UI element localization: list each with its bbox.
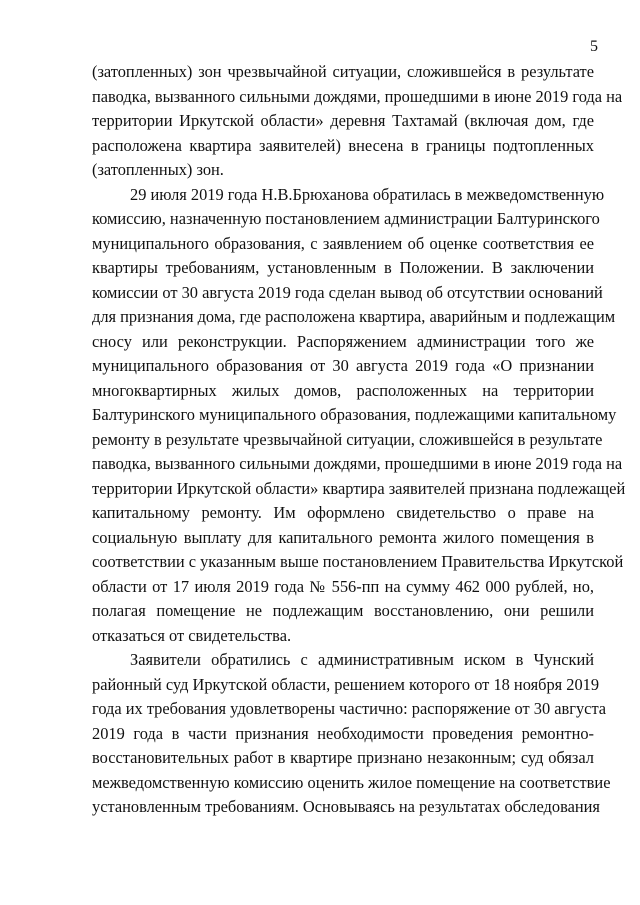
text-line: Заявители обратились с административным иском в Чунский bbox=[130, 650, 594, 669]
text-line: многоквартирных жилых домов, расположенных на территории bbox=[92, 380, 594, 400]
text-line: восстановительных работ в квартире признано незаконным; суд обязал bbox=[92, 748, 594, 767]
text-line: года их требования удовлетворены частично: распоряжение от 30 августа bbox=[92, 699, 607, 718]
text-line: капитальному ремонту. Им оформлено свидетельство о праве на bbox=[92, 503, 594, 522]
text-line: территории Иркутской области» квартира заявителей признана подлежащей bbox=[92, 478, 626, 498]
text-line: комиссии от 30 августа 2019 года сделан вывод об отсутствии оснований bbox=[92, 282, 603, 302]
document-body bbox=[92, 60, 626, 820]
text-line: квартиры требованиям, установленным в Положении. В заключении bbox=[92, 258, 594, 277]
text-line: для признания дома, где расположена квартира, аварийным и подлежащим bbox=[92, 307, 616, 326]
text-line: паводка, вызванного сильными дождями, прошедшими в июне 2019 года на bbox=[92, 86, 623, 106]
text-line: социальную выплату для капитального ремонта жилого помещения в bbox=[92, 527, 594, 547]
text-line: расположена квартира заявителей) внесена в границы подтопленных bbox=[92, 135, 594, 155]
text-line: ремонту в результате чрезвычайной ситуации, сложившейся в результате bbox=[92, 429, 603, 449]
text-line: муниципального образования, с заявлением об оценке соответствия ее bbox=[92, 233, 594, 253]
text-line: паводка, вызванного сильными дождями, прошедшими в июне 2019 года на bbox=[92, 454, 623, 473]
text-line: соответствии с указанным выше постановлением Правительства Иркутской bbox=[92, 552, 624, 571]
text-line: (затопленных) зон. bbox=[92, 160, 224, 179]
text-line: установленным требованиям. Основываясь на результатах обследования bbox=[92, 797, 600, 816]
paragraph bbox=[92, 60, 623, 183]
text-line: муниципального образования от 30 августа 2019 года «О признании bbox=[92, 356, 594, 375]
text-line: сносу или реконструкции. Распоряжением администрации того же bbox=[92, 331, 594, 351]
text-line: Балтуринского муниципального образования, подлежащими капитальному bbox=[92, 405, 617, 424]
text-line: полагая помещение не подлежащим восстановлению, они решили bbox=[92, 601, 594, 620]
text-line: межведомственную комиссию оценить жилое помещение на соответствие bbox=[92, 772, 611, 792]
paragraph bbox=[92, 183, 626, 649]
text-line: области от 17 июля 2019 года № 556-пп на сумму 462 000 рублей, но, bbox=[92, 576, 594, 596]
text-line: комиссию, назначенную постановлением администрации Балтуринского bbox=[92, 209, 600, 228]
text-line: районный суд Иркутской области, решением которого от 18 ноября 2019 bbox=[92, 674, 600, 694]
page-number: 5 bbox=[590, 38, 598, 55]
text-line: 29 июля 2019 года Н.В.Брюханова обратилась в межведомственную bbox=[130, 184, 605, 204]
text-line: (затопленных) зон чрезвычайной ситуации, сложившейся в результате bbox=[92, 62, 594, 81]
text-line: отказаться от свидетельства. bbox=[92, 625, 292, 645]
text-line: 2019 года в части признания необходимости проведения ремонтно- bbox=[92, 723, 594, 743]
paragraph bbox=[92, 648, 611, 820]
text-line: территории Иркутской области» деревня Тахтамай (включая дом, где bbox=[92, 111, 594, 130]
